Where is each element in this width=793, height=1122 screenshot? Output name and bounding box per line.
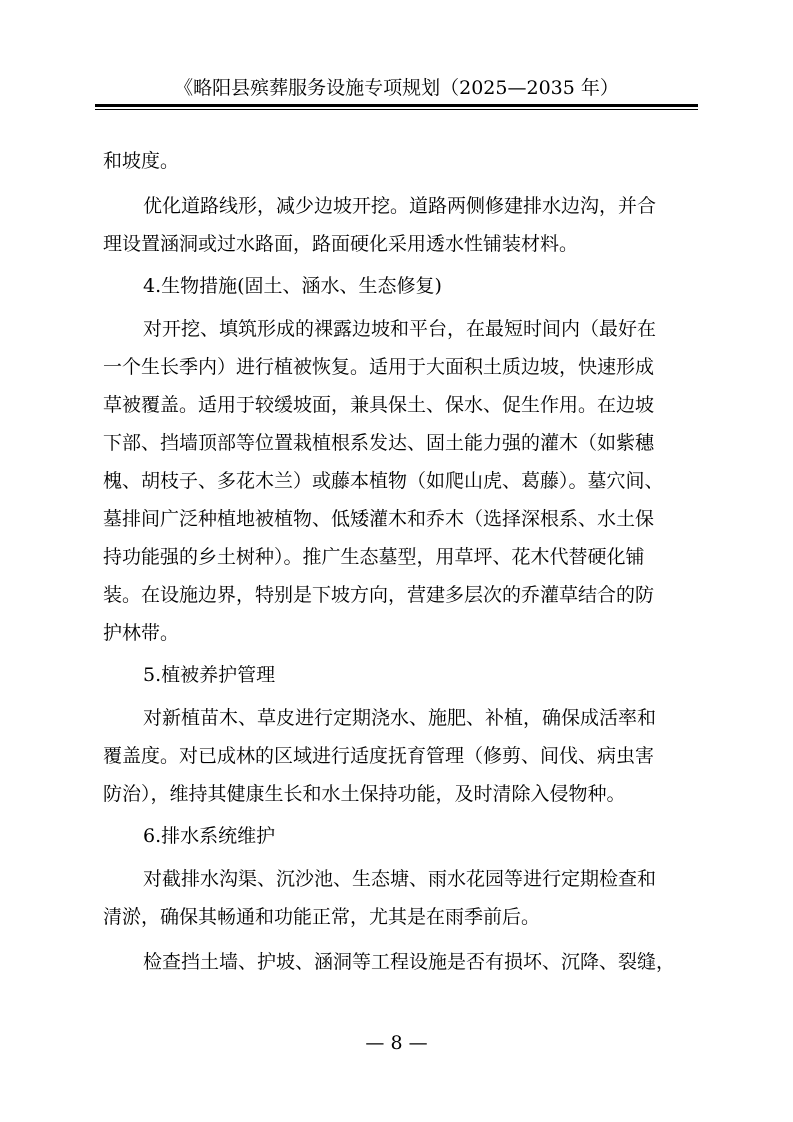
header-rule-thin	[95, 109, 698, 110]
page-number: — 8 —	[365, 1032, 428, 1054]
text-line: 一个生长季内）进行植被恢复。适用于大面积土质边坡，快速形成	[103, 356, 655, 378]
paragraph-line: 优化道路线形，减少边坡开挖。道路两侧修建排水边沟，并合	[143, 195, 657, 217]
paragraph-line: 检查挡土墙、护坡、涵洞等工程设施是否有损坏、沉降、裂缝，	[143, 951, 676, 973]
paragraph-line: 对截排水沟渠、沉沙池、生态塘、雨水花园等进行定期检查和	[143, 868, 657, 890]
text-line: 覆盖度。对已成林的区域进行适度抚育管理（修剪、间伐、病虫害	[103, 745, 655, 767]
text-line: 防治），维持其健康生长和水土保持功能，及时清除入侵物种。	[103, 783, 626, 805]
section-heading: 5.植被养护管理	[143, 664, 276, 686]
text-line: 持功能强的乡土树种）。推广生态墓型，用草坪、花木代替硬化铺	[103, 546, 645, 568]
running-header: 《略阳县殡葬服务设施专项规划（2025—2035 年）	[174, 77, 619, 99]
header-rule-thick	[95, 104, 698, 107]
section-heading: 4.生物措施(固土、涵水、生态修复)	[143, 275, 442, 297]
text-line: 墓排间广泛种植地被植物、低矮灌木和乔木（选择深根系、水土保	[103, 508, 655, 530]
text-line: 下部、挡墙顶部等位置栽植根系发达、固土能力强的灌木（如紫穗	[103, 432, 655, 454]
text-line: 和坡度。	[103, 150, 180, 172]
text-line: 护林带。	[103, 622, 180, 644]
section-heading: 6.排水系统维护	[143, 825, 276, 847]
paragraph-line: 对开挖、填筑形成的裸露边坡和平台，在最短时间内（最好在	[143, 318, 657, 340]
text-line: 槐、胡枝子、多花木兰）或藤本植物（如爬山虎、葛藤）。墓穴间、	[103, 470, 664, 492]
text-line: 草被覆盖。适用于较缓坡面，兼具保土、保水、促生作用。在边坡	[103, 394, 655, 416]
text-line: 理设置涵洞或过水路面，路面硬化采用透水性铺装材料。	[103, 233, 579, 255]
text-line: 清淤，确保其畅通和功能正常，尤其是在雨季前后。	[103, 906, 541, 928]
paragraph-line: 对新植苗木、草皮进行定期浇水、施肥、补植，确保成活率和	[143, 707, 657, 729]
text-line: 装。在设施边界，特别是下坡方向，营建多层次的乔灌草结合的防	[103, 584, 655, 606]
